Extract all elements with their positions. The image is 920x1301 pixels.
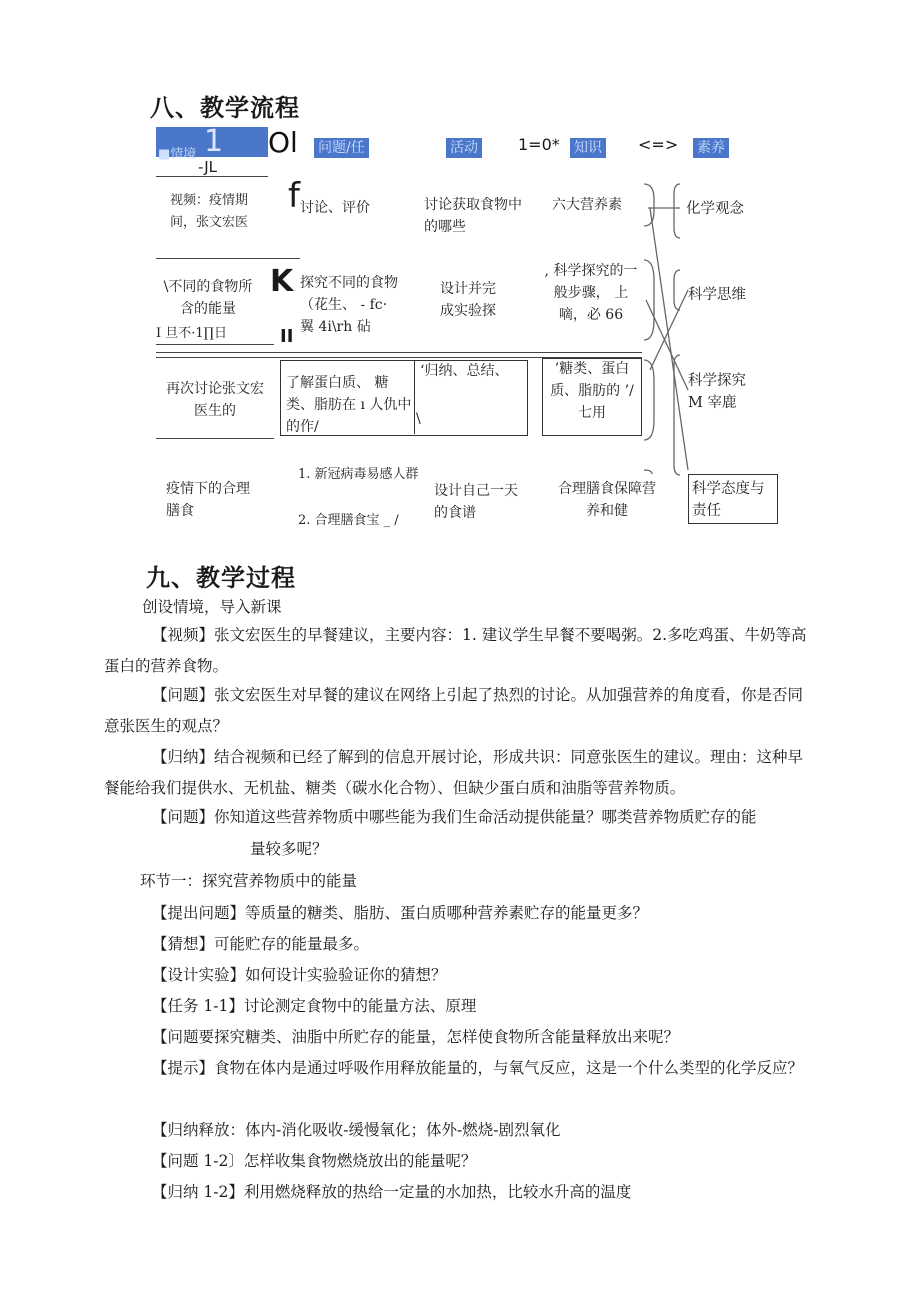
link-2 (646, 300, 688, 390)
literacy-brace-3 (674, 355, 680, 475)
row3-divider (414, 360, 415, 434)
row4-knowledge: 合理膳食保障营养和健 (558, 481, 656, 519)
para-task-1-1: 【任务 1-1】讨论测定食物中的能量方法、原理 (152, 997, 477, 1015)
row2-mark-2: II (280, 326, 294, 347)
row4-situation: 疫情下的合理膳食 (166, 481, 250, 519)
bracket-4 (644, 470, 652, 474)
para-hint: 【提示】食物在体内是通过呼吸作用释放能量的，与氧气反应，这是一个什么类型的化学反应？ (152, 1059, 804, 1077)
para-intro: 创设情境，导入新课 (142, 598, 282, 616)
literacy-brace-1 (674, 184, 680, 238)
row2-task: 探究不同的食物（花生、 - fc· 翼 4i\rh 砧 (300, 275, 398, 335)
row2-rule-a (156, 344, 274, 345)
link-4 (650, 290, 688, 370)
row3-situation: 再次讨论张文宏医生的 (166, 381, 264, 419)
para-question-2b: 量较多呢？ (250, 840, 328, 858)
header-o: Ol (268, 126, 298, 159)
header-activity: 活动 (446, 138, 482, 158)
row1-situation: 视频：疫情期间，张文宏医 (170, 193, 249, 230)
para-question-2: 【问题】你知道这些营养物质中哪些能为我们生命活动提供能量？哪类营养物质贮存的能 (152, 808, 757, 826)
para-question-1: 【问题】张文宏医生对早餐的建议在网络上引起了热烈的讨论。从加强营养的角度看，你是否同意张医生的观点？ (104, 686, 804, 735)
bracket-2 (644, 260, 654, 340)
para-guess: 【猜想】可能贮存的能量最多。 (152, 935, 370, 953)
row2-knowledge: , 科学探究的一般步骤， 上嘀，必 66 (544, 263, 638, 323)
literacy-4: 科学态度与责任 (692, 481, 765, 519)
header-question: 问题/任 (314, 138, 369, 158)
row3-activity: ‘归纳、总结、 (420, 363, 509, 379)
row2-mark: K (270, 264, 294, 299)
para-release: 【归纳释放：体内-消化吸收-缓慢氧化；体外-燃烧-剧烈氧化 (152, 1121, 561, 1139)
header-big-1: 1 (204, 124, 224, 159)
literacy-2: 科学思维 (688, 287, 746, 303)
section-8-title: 八、教学流程 (150, 94, 300, 122)
header-arrow: <=> (638, 135, 679, 154)
row1-activity: 讨论获取食物中的哪些 (424, 197, 522, 235)
bracket-3 (644, 360, 654, 440)
header-sub: -JL (198, 158, 218, 176)
row1-knowledge: 六大营养素 (552, 197, 622, 213)
para-video: 【视频】张文宏医生的早餐建议，主要内容：1. 建议学生早餐不要喝粥。2.多吃鸡蛋、牛奶等高蛋白的营养食物。 (104, 626, 807, 675)
row4-task: 1. 新冠病毒易感人群 (298, 467, 419, 482)
row2-rule-b (156, 352, 642, 353)
para-design: 【设计实验】如何设计实验验证你的猜想？ (152, 966, 447, 984)
row4-activity: 设计自己一天的食谱 (434, 483, 518, 521)
row2-activity: 设计并完成实验探 (440, 281, 496, 319)
bracket-1 (644, 184, 654, 226)
row1-mark: f (288, 176, 300, 216)
para-question-1-2: 【问题 1-2〕怎样收集食物燃烧放出的能量呢？ (152, 1152, 477, 1170)
header-knowledge: 知识 (570, 138, 606, 158)
row1-rule (156, 258, 300, 259)
section-9-title: 九、教学过程 (146, 564, 296, 592)
row3-rule (156, 438, 274, 439)
row3-activity-b: \ (416, 411, 421, 427)
literacy-3: 科学探究 M 宰鹿 (688, 373, 746, 411)
literacy-1: 化学观念 (686, 201, 744, 217)
para-stage-1: 环节一：探究营养物质中的能量 (140, 872, 358, 890)
row2-situation-b: I 旦不·1∏日 (156, 326, 228, 341)
header-literacy: 素养 (693, 138, 729, 158)
para-summary-1: 【归纳】结合视频和已经了解到的信息开展讨论，形成共识：同意张医生的建议。理由：这种早餐能给我们提供水、无机盐、糖类（碳水化合物）、但缺少蛋白质和油脂等营养物质。 (104, 748, 804, 797)
row4-task-b: 2. 合理膳食宝 _ / (298, 513, 399, 528)
row3-task: 了解蛋白质、 糖类、脂肪在 ı 人仇中的作/ (286, 375, 412, 435)
header-rule (156, 176, 268, 177)
literacy-brace-2 (674, 270, 680, 310)
header-situation: ■情境 (158, 147, 197, 162)
row1-task: 讨论、评价 (300, 200, 370, 216)
para-raise-question: 【提出问题】等质量的糖类、脂肪、蛋白质哪种营养素贮存的能量更多？ (152, 904, 649, 922)
para-summary-1-2: 【归纳 1-2】利用燃烧释放的热给一定量的水加热，比较水升高的温度 (152, 1183, 632, 1201)
row2-situation: \不同的食物所含的能量 (163, 279, 253, 317)
header-eq: 1=0* (518, 135, 560, 154)
row3-knowledge: ’糖类、蛋白质、脂肪的 ’/七用 (550, 361, 634, 421)
link-3 (650, 208, 688, 470)
para-question-3: 【问题要探究糖类、油脂中所贮存的能量，怎样使食物所含能量释放出来呢？ (152, 1028, 680, 1046)
